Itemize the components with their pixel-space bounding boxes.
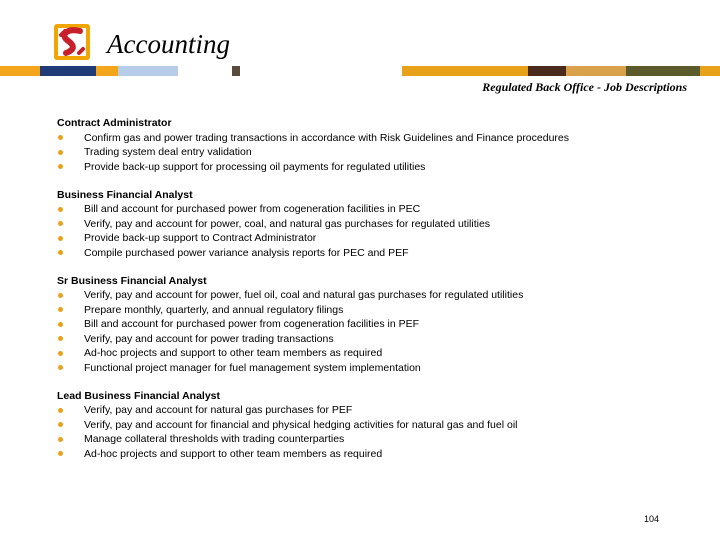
list-item: Verify, pay and account for power trading transactions <box>57 332 697 347</box>
bullet-icon <box>58 437 63 442</box>
list-item: Verify, pay and account for financial and physical hedging activities for natural gas and fuel oil <box>57 418 697 433</box>
bullet-icon <box>58 207 63 212</box>
band-segment <box>178 66 232 76</box>
list-item: Trading system deal entry validation <box>57 145 697 160</box>
list-item: Confirm gas and power trading transactions in accordance with Risk Guidelines and Finance procedures <box>57 131 697 146</box>
band-segment <box>626 66 700 76</box>
page-subtitle: Regulated Back Office - Job Descriptions <box>482 80 687 94</box>
bullet-icon <box>58 408 63 413</box>
header-color-band <box>0 66 720 76</box>
list-item: Verify, pay and account for natural gas purchases for PEF <box>57 403 697 418</box>
list-item: Ad-hoc projects and support to other team members as required <box>57 447 697 462</box>
bullet-icon <box>58 322 63 327</box>
section-contract-administrator <box>57 116 697 174</box>
bullet-icon <box>58 336 63 341</box>
list-item: Bill and account for purchased power from cogeneration facilities in PEC <box>57 202 697 217</box>
list-item: Bill and account for purchased power from cogeneration facilities in PEF <box>57 317 697 332</box>
band-segment <box>528 66 566 76</box>
band-segment <box>240 66 402 76</box>
section-lead-business-financial-analyst <box>57 389 697 462</box>
bullet-icon <box>58 422 63 427</box>
list-item: Ad-hoc projects and support to other team members as required <box>57 346 697 361</box>
job-descriptions <box>57 116 697 475</box>
bullet-icon <box>58 307 63 312</box>
section-title: Contract Administrator <box>57 117 172 129</box>
section-business-financial-analyst <box>57 188 697 261</box>
band-segment <box>118 66 178 76</box>
list-item: Compile purchased power variance analysis reports for PEC and PEF <box>57 246 697 261</box>
section-title: Lead Business Financial Analyst <box>57 389 220 402</box>
section-title: Sr Business Financial Analyst <box>57 274 207 287</box>
list-item: Verify, pay and account for power, fuel oil, coal and natural gas purchases for regulated utilities <box>57 288 697 303</box>
band-segment <box>232 66 240 76</box>
section-title: Business Financial Analyst <box>57 188 193 201</box>
company-logo-icon <box>52 22 92 62</box>
list-item: Provide back-up support to Contract Administrator <box>57 231 697 246</box>
list-item: Verify, pay and account for power, coal, and natural gas purchases for regulated utilities <box>57 217 697 232</box>
section-sr-business-financial-analyst <box>57 274 697 376</box>
band-segment <box>96 66 118 76</box>
bullet-icon <box>58 250 63 255</box>
list-item: Manage collateral thresholds with trading counterparties <box>57 432 697 447</box>
bullet-icon <box>58 150 63 155</box>
bullet-icon <box>58 164 63 169</box>
bullet-icon <box>58 221 63 226</box>
band-segment <box>0 66 40 76</box>
band-segment <box>566 66 626 76</box>
band-segment <box>700 66 720 76</box>
bullet-icon <box>58 351 63 356</box>
list-item: Provide back-up support for processing oil payments for regulated utilities <box>57 160 697 175</box>
bullet-icon <box>58 293 63 298</box>
bullet-icon <box>58 451 63 456</box>
bullet-icon <box>58 135 63 140</box>
band-segment <box>40 66 96 76</box>
list-item: Functional project manager for fuel management system implementation <box>57 361 697 376</box>
bullet-icon <box>58 236 63 241</box>
page-title: Accounting <box>107 29 230 59</box>
page-number: 104 <box>644 514 660 524</box>
list-item: Prepare monthly, quarterly, and annual regulatory filings <box>57 303 697 318</box>
bullet-icon <box>58 365 63 370</box>
band-segment <box>402 66 528 76</box>
